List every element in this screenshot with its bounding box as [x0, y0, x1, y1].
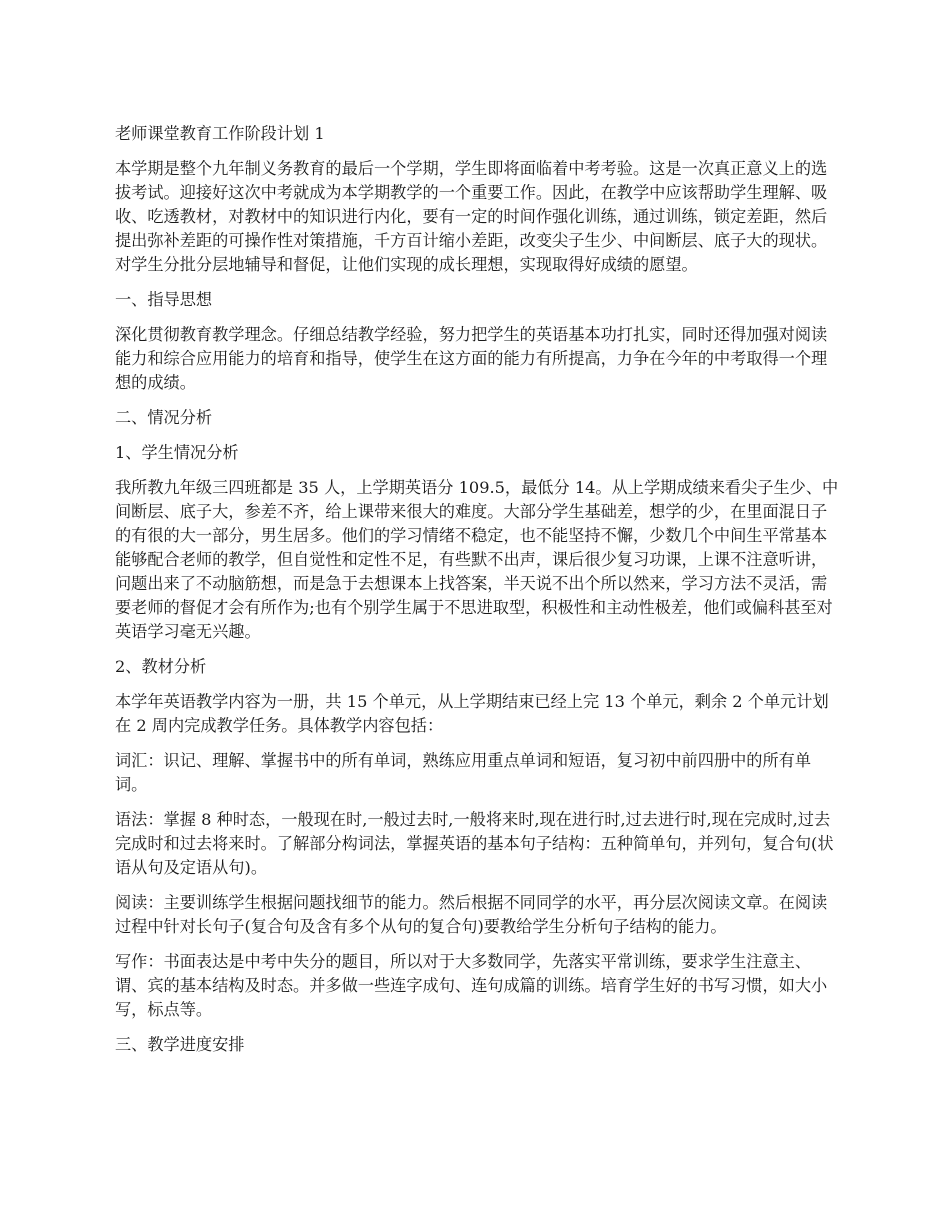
- subheading-textbook-analysis: 2、教材分析: [115, 657, 207, 676]
- section-heading-teaching-schedule: 三、教学进度安排: [115, 1035, 245, 1054]
- subheading-student-analysis: 1、学生情况分析: [115, 443, 239, 462]
- reading-paragraph: 阅读：主要训练学生根据问题找细节的能力。然后根据不同同学的水平，再分层次阅读文章。在阅读过程中针对长句子(复合句及含有多个从句的复合句)要教给学生分析句子结构的能力。: [115, 893, 828, 936]
- section-heading-situation-analysis: 二、情况分析: [115, 408, 213, 427]
- guiding-ideas-paragraph: 深化贯彻教育教学理念。仔细总结教学经验，努力把学生的英语基本功打扎实，同时还得加强对阅读能力和综合应用能力的培育和指导，使学生在这方面的能力有所提高，力争在今年的中考取得一个理想的成绩。: [115, 325, 828, 392]
- document-title: 老师课堂教育工作阶段计划 1: [115, 124, 325, 143]
- vocabulary-paragraph: 词汇：识记、理解、掌握书中的所有单词，熟练应用重点单词和短语，复习初中前四册中的所有单词。: [115, 751, 812, 794]
- section-heading-guiding-ideas: 一、指导思想: [115, 290, 213, 309]
- grammar-paragraph: 语法：掌握 8 种时态，一般现在时,一般过去时,一般将来时,现在进行时,过去进行时,现在完成时,过去完成时和过去将来时。了解部分构词法，掌握英语的基本句子结构：五种简单句，并列句，复合句(状语从句及定语从句)。: [115, 810, 834, 877]
- document-page: [115, 122, 842, 1068]
- writing-paragraph: 写作：书面表达是中考中失分的题目，所以对于大多数同学，先落实平常训练，要求学生注意主、谓、宾的基本结构及时态。并多做一些连字成句、连句成篇的训练。培育学生好的书写习惯，如大小写，标点等。: [115, 952, 828, 1019]
- student-analysis-paragraph: 我所教九年级三四班都是 35 人，上学期英语分 109.5，最低分 14。从上学期成绩来看尖子生少、中间断层、底子大，参差不齐，给上课带来很大的难度。大部分学生基础差，想学的少，在里面混日子的有很的大一部分，男生居多。他们的学习情绪不稳定，也不能坚持不懈，少数几个中间生平常基本能够配合老师的教学，但自觉性和定性不足，有些默不出声，课后很少复习功课，上课不注意听讲，问题出来了不动脑筋想，而是急于去想课本上找答案，半天说不出个所以然来，学习方法不灵活，需要老师的督促才会有所作为;也有个别学生属于不思进取型，积极性和主动性极差，他们或偏科甚至对英语学习毫无兴趣。: [115, 478, 839, 641]
- textbook-analysis-paragraph: 本学年英语教学内容为一册，共 15 个单元，从上学期结束已经上完 13 个单元，剩余 2 个单元计划在 2 周内完成教学任务。具体教学内容包括：: [115, 692, 829, 735]
- intro-paragraph: 本学期是整个九年制义务教育的最后一个学期，学生即将面临着中考考验。这是一次真正意义上的选拔考试。迎接好这次中考就成为本学期教学的一个重要工作。因此，在教学中应该帮助学生理解、吸收、吃透教材，对教材中的知识进行内化，要有一定的时间作强化训练，通过训练，锁定差距，然后提出弥补差距的可操作性对策措施，千方百计缩小差距，改变尖子生少、中间断层、底子大的现状。对学生分批分层地辅导和督促，让他们实现的成长理想，实现取得好成绩的愿望。: [115, 159, 828, 274]
